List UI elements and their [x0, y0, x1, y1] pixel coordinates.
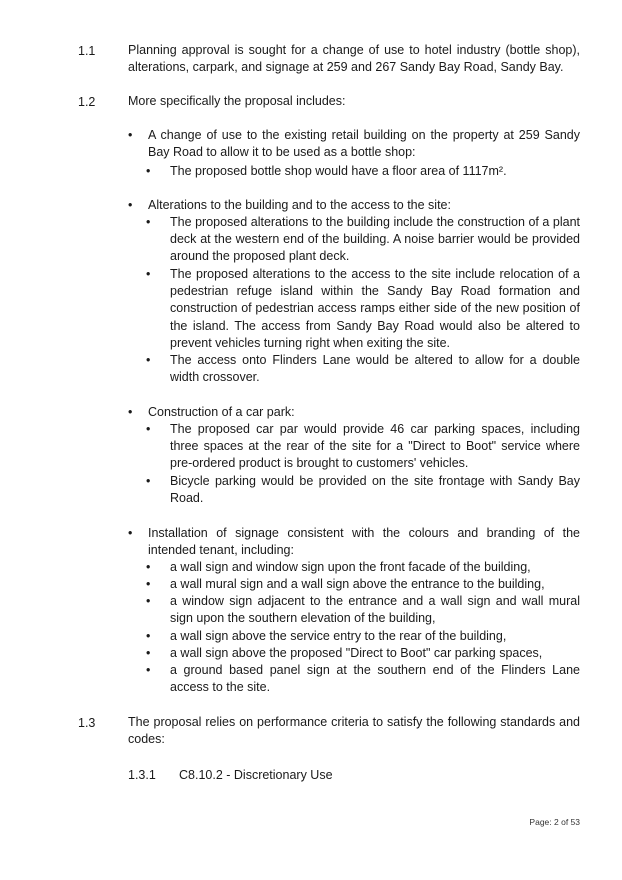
sub-bullet-text: The proposed bottle shop would have a floor area of 1117m². — [170, 164, 507, 178]
sub-bullet-item — [146, 352, 580, 386]
bullet-icon: • — [146, 646, 151, 660]
bullet-icon: • — [146, 629, 151, 643]
sub-bullet-item — [146, 662, 580, 696]
sub-bullet-text: a wall sign above the service entry to the rear of the building, — [170, 629, 507, 643]
bullet-icon: • — [128, 198, 133, 212]
sub-bullet-item — [146, 593, 580, 627]
subsection-number: 1.3.1 — [128, 768, 156, 782]
bullet-icon: • — [146, 267, 151, 281]
section-text: More specifically the proposal includes: — [128, 94, 346, 108]
bullet-item — [128, 127, 580, 161]
sub-bullet-item — [146, 266, 580, 352]
section-number: 1.3 — [78, 716, 96, 730]
bullet-icon: • — [146, 422, 151, 436]
sub-bullet-text: The proposed car par would provide 46 car parking spaces, including three spaces at the rear of the site for a "Direct to Boot" service where pre-ordered product is brought to customers' vehicles. — [170, 422, 580, 471]
section-number: 1.1 — [78, 44, 96, 58]
bullet-item — [128, 404, 580, 421]
bullet-icon: • — [146, 560, 151, 574]
bullet-icon: • — [146, 663, 151, 677]
section-text: Planning approval is sought for a change of use to hotel industry (bottle shop), alterations, carpark, and signage at 259 and 267 Sandy Bay Road, Sandy Bay. — [128, 43, 580, 75]
bullet-text: Installation of signage consistent with the colours and branding of the intended tenant, including: — [148, 526, 580, 558]
section-text: The proposal relies on performance criteria to satisfy the following standards and codes: — [128, 715, 580, 747]
bullet-icon: • — [128, 526, 133, 540]
section-number: 1.2 — [78, 95, 96, 109]
bullet-icon: • — [146, 594, 151, 608]
bullet-icon: • — [146, 474, 151, 488]
subsection-title: C8.10.2 - Discretionary Use — [179, 768, 333, 782]
sub-bullet-item — [146, 214, 580, 266]
sub-bullet-text: The proposed alterations to the access to the site include relocation of a pedestrian refuge island within the Sandy Bay Road formation and construction of pedestrian access ramps either side of the new position of the island. The access from Sandy Bay Road would also be altered to prevent vehicles turning right when exiting the site. — [170, 267, 580, 350]
bullet-text: Alterations to the building and to the access to the site: — [148, 198, 451, 212]
sub-bullet-text: a ground based panel sign at the southern end of the Flinders Lane access to the site. — [170, 663, 580, 695]
sub-bullet-item — [146, 645, 580, 662]
bullet-icon: • — [146, 577, 151, 591]
bullet-icon: • — [146, 164, 151, 178]
bullet-text: Construction of a car park: — [148, 405, 295, 419]
sub-bullet-item — [146, 163, 580, 180]
bullet-item — [128, 197, 580, 214]
bullet-text: A change of use to the existing retail building on the property at 259 Sandy Bay Road to allow it to be used as a bottle shop: — [148, 128, 580, 160]
sub-bullet-text: The proposed alterations to the building include the construction of a plant deck at the western end of the building. A noise barrier would be provided around the proposed plant deck. — [170, 215, 580, 264]
bullet-icon: • — [146, 353, 151, 367]
sub-bullet-text: a window sign adjacent to the entrance and a wall sign and wall mural sign upon the southern elevation of the building, — [170, 594, 580, 626]
page-number: Page: 2 of 53 — [529, 817, 580, 827]
sub-bullet-item — [146, 559, 580, 576]
sub-bullet-text: a wall mural sign and a wall sign above the entrance to the building, — [170, 577, 545, 591]
sub-bullet-item — [146, 628, 580, 645]
sub-bullet-text: a wall sign above the proposed "Direct to Boot" car parking spaces, — [170, 646, 543, 660]
sub-bullet-text: a wall sign and window sign upon the front facade of the building, — [170, 560, 531, 574]
sub-bullet-text: The access onto Flinders Lane would be altered to allow for a double width crossover. — [170, 353, 580, 385]
bullet-icon: • — [128, 405, 133, 419]
bullet-icon: • — [146, 215, 151, 229]
bullet-item — [128, 525, 580, 559]
sub-bullet-text: Bicycle parking would be provided on the site frontage with Sandy Bay Road. — [170, 474, 580, 506]
sub-bullet-item — [146, 473, 580, 507]
bullet-icon: • — [128, 128, 133, 142]
sub-bullet-item — [146, 576, 580, 593]
sub-bullet-item — [146, 421, 580, 473]
